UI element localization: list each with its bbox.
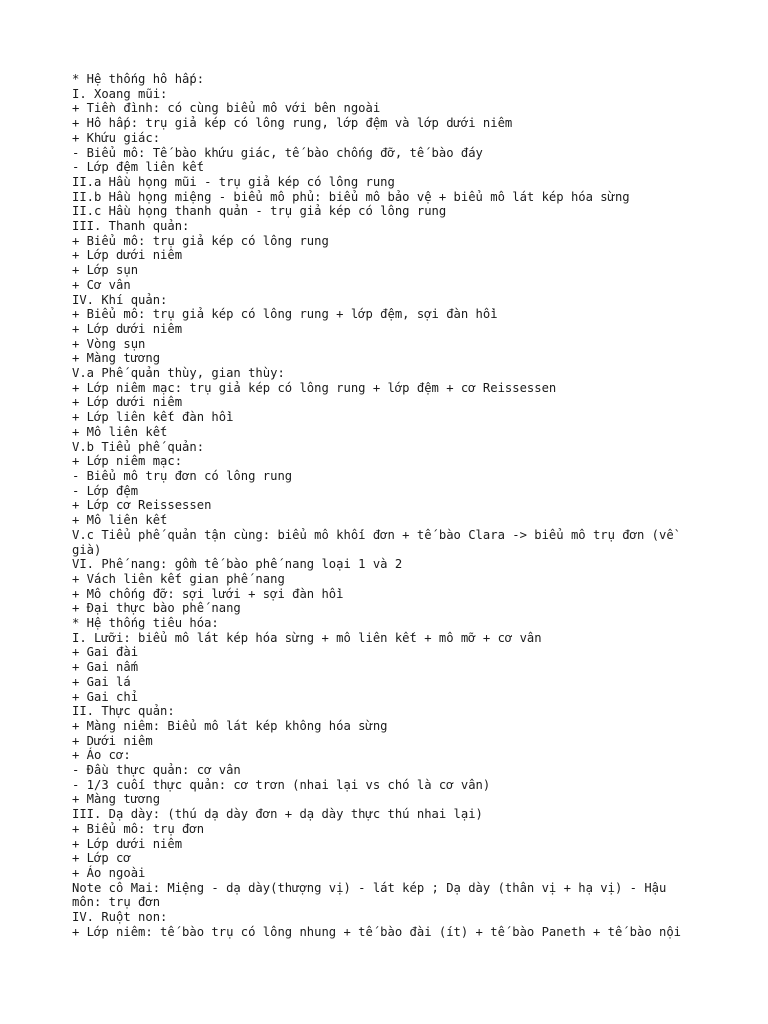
text-line: + Cơ vân (72, 277, 131, 292)
text-line: + Áo ngoài (72, 865, 146, 880)
text-line: - Đầu thực quản: cơ vân (72, 763, 241, 778)
text-line: + Gai nấm (72, 660, 139, 675)
text-line: + Mô liên kết (72, 424, 168, 439)
text-line: - 1/3 cuối thực quản: cơ trơn (nhai lại vs chó là cơ vân) (72, 777, 491, 792)
text-line: II. Thực quản: (72, 704, 175, 719)
text-line: - Biểu mô: Tế bào khứu giác, tế bào chống đỡ, tế bào đáy (72, 145, 483, 160)
text-line: * Hệ thống hô hấp: (72, 72, 205, 86)
text-line: + Mô chống đỡ: sợi lưới + sợi đàn hồi (72, 586, 344, 601)
text-line: III. Dạ dày: (thú dạ dày đơn + dạ dày thực thú nhai lại) (72, 807, 483, 822)
text-line: V.b Tiểu phế quản: (72, 439, 205, 454)
text-line: + Tiền đình: có cùng biểu mô với bên ngoài (72, 101, 381, 116)
text-line: - Biểu mô trụ đơn có lông rung (72, 468, 293, 483)
text-line: I. Xoang mũi: (72, 86, 168, 101)
text-line: V.c Tiểu phế quản tận cùng: biểu mô khối đơn + tế bào Clara -> biểu mô trụ đơn (về già) (72, 527, 682, 557)
text-line: - Lớp đệm liên kết (72, 160, 205, 175)
text-line: IV. Ruột non: (72, 910, 168, 925)
text-line: + Lớp dưới niêm (72, 395, 183, 410)
text-line: + Gai đài (72, 645, 139, 660)
text-line: + Lớp liên kết đàn hồi (72, 410, 234, 425)
text-line: + Dưới niêm (72, 733, 153, 748)
text-line: + Màng niêm: Biểu mô lát kép không hóa sừng (72, 718, 388, 733)
text-line: V.a Phế quản thùy, gian thùy: (72, 366, 285, 381)
text-line: + Biểu mô: trụ đơn (72, 821, 205, 836)
text-line: III. Thanh quản: (72, 219, 190, 234)
text-line: + Lớp niêm mạc: (72, 454, 183, 469)
text-line: + Lớp cơ (72, 851, 131, 866)
text-line: + Màng tương (72, 792, 161, 807)
text-line: + Vòng sụn (72, 336, 146, 351)
text-line: I. Lưỡi: biểu mô lát kép hóa sừng + mô liên kết + mô mỡ + cơ vân (72, 630, 542, 645)
text-line: + Gai lá (72, 674, 131, 689)
text-line: Note cô Mai: Miệng - dạ dày(thượng vị) - lát kép ; Dạ dày (thân vị + hạ vị) - Hậu môn: trụ đơn (72, 880, 674, 910)
text-line: + Lớp dưới niêm (72, 321, 183, 336)
text-line: + Mô liên kết (72, 513, 168, 528)
text-line: + Áo cơ: (72, 748, 131, 763)
document-text (72, 72, 702, 939)
text-line: II.b Hầu họng miệng - biểu mô phủ: biểu mô bảo vệ + biểu mô lát kép hóa sừng (72, 189, 630, 204)
text-line: VI. Phế nang: gồm tế bào phế nang loại 1 và 2 (72, 557, 403, 572)
text-line: + Gai chỉ (72, 689, 139, 704)
text-line: - Lớp đệm (72, 483, 139, 498)
text-line: + Lớp dưới niêm (72, 836, 183, 851)
text-line: + Biểu mô: trụ giả kép có lông rung (72, 233, 329, 248)
document-page (72, 72, 702, 939)
text-line: + Lớp sụn (72, 263, 139, 278)
text-line: + Lớp niêm mạc: trụ giả kép có lông rung + lớp đệm + cơ Reissessen (72, 380, 557, 395)
text-line: + Đại thực bào phế nang (72, 601, 241, 616)
text-line: + Lớp cơ Reissessen (72, 498, 212, 513)
text-line: + Biểu mô: trụ giả kép có lông rung + lớp đệm, sợi đàn hồi (72, 307, 498, 322)
text-line: * Hệ thống tiêu hóa: (72, 616, 219, 631)
text-line: + Khứu giác: (72, 130, 161, 145)
text-line: + Lớp dưới niêm (72, 248, 183, 263)
text-line: II.a Hầu họng mũi - trụ giả kép có lông rung (72, 174, 395, 189)
text-line: II.c Hầu họng thanh quản - trụ giả kép có lông rung (72, 204, 447, 219)
text-line: + Lớp niêm: tế bào trụ có lông nhung + tế bào đài (ít) + tế bào Paneth + tế bào nội (72, 924, 682, 939)
text-line: + Màng tương (72, 351, 161, 366)
text-line: + Vách liên kết gian phế nang (72, 571, 285, 586)
text-line: + Hô hấp: trụ giả kép có lông rung, lớp đệm và lớp dưới niêm (72, 116, 513, 131)
text-line: IV. Khí quản: (72, 292, 168, 307)
